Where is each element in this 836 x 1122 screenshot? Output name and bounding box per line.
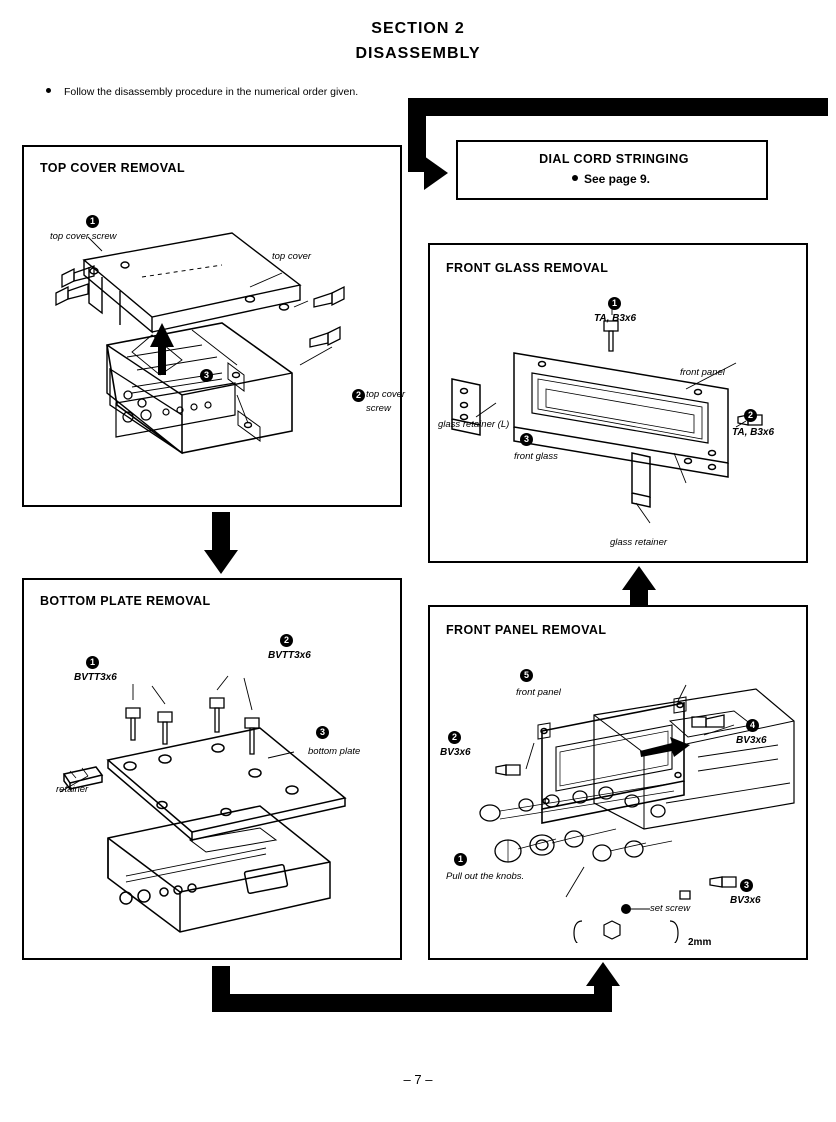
label-set-screw: set screw: [650, 903, 691, 914]
callout-5: 5: [520, 669, 533, 682]
callout-2: 2: [448, 731, 461, 744]
label-ta-b3x6-1: TA, B3x6: [594, 313, 637, 324]
connector-arrow-bottom-horizontal: [212, 994, 612, 1012]
label-pull-knobs: Pull out the knobs.: [446, 871, 525, 882]
callout-2: 2: [744, 409, 757, 422]
connector-arrow-left-head: [204, 550, 238, 574]
callout-1: 1: [86, 215, 99, 228]
dial-cord-note: [458, 172, 770, 186]
panel-top-cover-title: TOP COVER REMOVAL: [40, 161, 186, 175]
label-glass-retainer-l: glass retainer (L): [438, 419, 510, 430]
label-bv3x6-3: BV3x6: [730, 895, 761, 906]
callout-3: 3: [740, 879, 753, 892]
label-bvtt3x6-2: BVTT3x6: [268, 650, 311, 661]
callout-2: 2: [280, 634, 293, 647]
panel-front-glass-removal: [428, 243, 808, 563]
panel-dial-cord-title: DIAL CORD STRINGING: [539, 152, 689, 166]
panel-front-panel-removal: [428, 605, 808, 960]
panel-dial-cord-stringing: [456, 140, 768, 200]
panel-front-glass-title: FRONT GLASS REMOVAL: [446, 261, 609, 275]
connector-arrow-top-head: [424, 156, 448, 190]
section-number: SECTION 2: [371, 20, 465, 37]
label-retainer: retainer: [56, 784, 89, 795]
label-top-cover-screw-1: top cover screw: [50, 231, 117, 242]
panel-front-panel-title: FRONT PANEL REMOVAL: [446, 623, 607, 637]
procedure-note: [46, 85, 406, 100]
bullet-icon: [572, 175, 578, 181]
bullet-icon: [46, 88, 51, 93]
label-ta-b3x6-2: TA, B3x6: [732, 427, 775, 438]
page-title: DISASSEMBLY: [355, 45, 481, 62]
label-bvtt3x6-1: BVTT3x6: [74, 672, 117, 683]
connector-arrow-bottom-head: [586, 962, 620, 986]
callout-1: 1: [86, 656, 99, 669]
callout-3: 3: [520, 433, 533, 446]
panel-bottom-plate-removal: [22, 578, 402, 960]
label-front-glass: front glass: [514, 451, 558, 462]
callout-1: 1: [608, 297, 621, 310]
panel-bottom-plate-title: BOTTOM PLATE REMOVAL: [40, 594, 211, 608]
label-top-cover-screw-2: top cover: [366, 389, 406, 400]
page-number: – 7 –: [403, 1072, 433, 1087]
panel-top-cover-removal: [22, 145, 406, 507]
connector-arrow-right-head: [622, 566, 656, 590]
connector-arrow-top-horizontal: [408, 98, 828, 116]
label-2mm: 2mm: [688, 937, 712, 948]
procedure-note-text: Follow the disassembly procedure in the numerical order given.: [64, 86, 359, 98]
dial-cord-note-text: See page 9.: [583, 172, 651, 186]
label-bv3x6-2: BV3x6: [440, 747, 471, 758]
connector-arrow-left-vertical: [212, 512, 230, 554]
label-top-cover: top cover: [272, 251, 312, 262]
callout-3: 3: [200, 369, 213, 382]
label-top-cover-screw-2b: screw: [366, 403, 391, 414]
label-front-panel-5: front panel: [516, 687, 561, 698]
callout-3: 3: [316, 726, 329, 739]
label-bottom-plate: bottom plate: [308, 746, 361, 757]
callout-1: 1: [454, 853, 467, 866]
label-bv3x6-4: BV3x6: [736, 735, 767, 746]
label-front-panel: front panel: [680, 367, 725, 378]
callout-4: 4: [746, 719, 759, 732]
callout-2: 2: [352, 389, 365, 402]
label-glass-retainer: glass retainer: [610, 537, 668, 548]
